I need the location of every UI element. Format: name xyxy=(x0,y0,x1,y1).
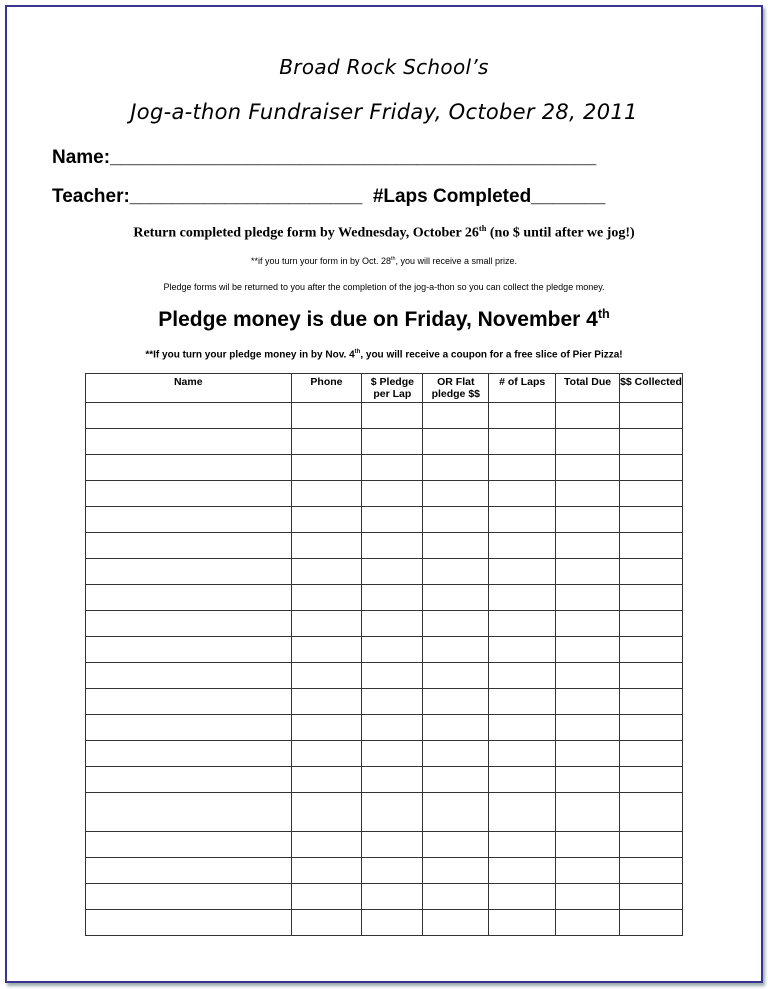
due-notice: Pledge money is due on Friday, November 4th xyxy=(158,307,610,331)
table-cell[interactable] xyxy=(86,793,292,832)
table-cell[interactable] xyxy=(86,403,292,429)
col-pledge-per-lap: $ Pledge per Lap xyxy=(362,374,423,403)
table-cell[interactable] xyxy=(423,585,489,611)
prize-notice: **if you turn your form in by Oct. 28th, you will receive a small prize. xyxy=(250,256,518,266)
table-cell[interactable] xyxy=(556,507,620,533)
table-row xyxy=(86,611,683,637)
table-cell[interactable] xyxy=(291,429,362,455)
table-cell[interactable] xyxy=(423,715,489,741)
table-cell[interactable] xyxy=(423,481,489,507)
table-cell[interactable] xyxy=(362,481,423,507)
table-cell[interactable] xyxy=(86,429,292,455)
table-cell[interactable] xyxy=(620,481,683,507)
table-header xyxy=(86,374,683,403)
table-cell[interactable] xyxy=(489,611,556,637)
table-row xyxy=(86,559,683,585)
table-cell[interactable] xyxy=(489,858,556,884)
table-row xyxy=(86,585,683,611)
table-cell[interactable] xyxy=(489,910,556,936)
table-cell[interactable] xyxy=(291,767,362,793)
table-cell[interactable] xyxy=(291,663,362,689)
table-cell[interactable] xyxy=(556,637,620,663)
col-laps: # of Laps xyxy=(489,374,556,403)
table-cell[interactable] xyxy=(489,663,556,689)
table-cell[interactable] xyxy=(489,429,556,455)
table-cell[interactable] xyxy=(423,689,489,715)
table-cell[interactable] xyxy=(423,767,489,793)
table-cell[interactable] xyxy=(556,481,620,507)
table-cell[interactable] xyxy=(86,663,292,689)
table-cell[interactable] xyxy=(291,910,362,936)
table-cell[interactable] xyxy=(556,715,620,741)
table-cell[interactable] xyxy=(620,611,683,637)
table-cell[interactable] xyxy=(362,793,423,832)
coupon-notice: **If you turn your pledge money in by Nov. 4th, you will receive a coupon for a free slice of Pier Pizza! xyxy=(145,349,623,361)
table-cell[interactable] xyxy=(291,585,362,611)
table-cell[interactable] xyxy=(489,507,556,533)
table-cell[interactable] xyxy=(423,455,489,481)
table-cell[interactable] xyxy=(291,507,362,533)
table-cell[interactable] xyxy=(489,767,556,793)
table-cell[interactable] xyxy=(291,481,362,507)
table-cell[interactable] xyxy=(86,559,292,585)
table-cell[interactable] xyxy=(362,559,423,585)
table-cell[interactable] xyxy=(86,611,292,637)
table-cell[interactable] xyxy=(86,585,292,611)
table-cell[interactable] xyxy=(291,403,362,429)
table-row xyxy=(86,832,683,858)
table-row xyxy=(86,884,683,910)
table-cell[interactable] xyxy=(291,884,362,910)
table-cell[interactable] xyxy=(620,429,683,455)
table-cell[interactable] xyxy=(620,585,683,611)
table-cell[interactable] xyxy=(556,858,620,884)
table-cell[interactable] xyxy=(423,910,489,936)
table-cell[interactable] xyxy=(362,884,423,910)
table-cell[interactable] xyxy=(291,741,362,767)
table-cell[interactable] xyxy=(291,689,362,715)
table-cell[interactable] xyxy=(86,507,292,533)
table-cell[interactable] xyxy=(556,832,620,858)
table-cell[interactable] xyxy=(291,832,362,858)
col-flat-pledge: OR Flat pledge $$ xyxy=(423,374,489,403)
table-cell[interactable] xyxy=(489,455,556,481)
table-cell[interactable] xyxy=(620,507,683,533)
table-cell[interactable] xyxy=(86,884,292,910)
table-cell[interactable] xyxy=(86,689,292,715)
table-cell[interactable] xyxy=(620,663,683,689)
table-cell[interactable] xyxy=(362,637,423,663)
table-row xyxy=(86,481,683,507)
table-row xyxy=(86,767,683,793)
table-cell[interactable] xyxy=(86,533,292,559)
table-cell[interactable] xyxy=(291,858,362,884)
col-collected: $$ Collected xyxy=(620,374,683,403)
table-cell[interactable] xyxy=(291,637,362,663)
table-cell[interactable] xyxy=(86,741,292,767)
table-cell[interactable] xyxy=(620,767,683,793)
table-row xyxy=(86,455,683,481)
table-cell[interactable] xyxy=(86,455,292,481)
table-cell[interactable] xyxy=(423,741,489,767)
table-cell[interactable] xyxy=(291,533,362,559)
table-cell[interactable] xyxy=(489,832,556,858)
table-cell[interactable] xyxy=(620,559,683,585)
table-cell[interactable] xyxy=(556,559,620,585)
return-notice: Return completed pledge form by Wednesday, October 26th (no $ until after we jog!) xyxy=(133,224,635,241)
table-cell[interactable] xyxy=(489,689,556,715)
table-row xyxy=(86,533,683,559)
table-cell[interactable] xyxy=(291,715,362,741)
table-row xyxy=(86,910,683,936)
table-cell[interactable] xyxy=(362,858,423,884)
table-cell[interactable] xyxy=(423,507,489,533)
table-cell[interactable] xyxy=(489,637,556,663)
table-cell[interactable] xyxy=(423,858,489,884)
table-cell[interactable] xyxy=(556,455,620,481)
table-cell[interactable] xyxy=(423,559,489,585)
teacher-laps-line[interactable]: Teacher:______________________ #Laps Completed_______ xyxy=(52,186,606,207)
table-cell[interactable] xyxy=(489,533,556,559)
table-cell[interactable] xyxy=(291,455,362,481)
table-row xyxy=(86,663,683,689)
table-cell[interactable] xyxy=(556,741,620,767)
school-title: Broad Rock School’s xyxy=(279,55,489,79)
table-cell[interactable] xyxy=(362,663,423,689)
col-total-due: Total Due xyxy=(556,374,620,403)
table-cell[interactable] xyxy=(556,429,620,455)
table-cell[interactable] xyxy=(489,481,556,507)
table-cell[interactable] xyxy=(620,455,683,481)
event-title: Jog-a-thon Fundraiser Friday, October 28, 2011 xyxy=(130,100,638,124)
table-row xyxy=(86,741,683,767)
table-cell[interactable] xyxy=(86,637,292,663)
table-cell[interactable] xyxy=(489,403,556,429)
table-cell[interactable] xyxy=(556,585,620,611)
table-cell[interactable] xyxy=(620,533,683,559)
table-row xyxy=(86,858,683,884)
table-cell[interactable] xyxy=(86,715,292,741)
table-cell[interactable] xyxy=(86,910,292,936)
table-cell[interactable] xyxy=(620,884,683,910)
table-cell[interactable] xyxy=(362,403,423,429)
table-cell[interactable] xyxy=(423,533,489,559)
table-cell[interactable] xyxy=(423,832,489,858)
table-row xyxy=(86,715,683,741)
table-cell[interactable] xyxy=(291,793,362,832)
table-cell[interactable] xyxy=(556,767,620,793)
table-cell[interactable] xyxy=(362,767,423,793)
table-cell[interactable] xyxy=(362,533,423,559)
table-row xyxy=(86,637,683,663)
table-cell[interactable] xyxy=(86,767,292,793)
table-cell[interactable] xyxy=(489,715,556,741)
return-info: Pledge forms wil be returned to you after the completion of the jog-a-thon so you can collect the pledge money. xyxy=(163,282,605,292)
pledge-table xyxy=(85,373,683,936)
table-row xyxy=(86,429,683,455)
table-cell[interactable] xyxy=(556,533,620,559)
table-cell[interactable] xyxy=(556,793,620,832)
table-cell[interactable] xyxy=(489,559,556,585)
table-cell[interactable] xyxy=(362,429,423,455)
col-phone: Phone xyxy=(291,374,362,403)
table-row xyxy=(86,793,683,832)
table-cell[interactable] xyxy=(423,429,489,455)
table-cell[interactable] xyxy=(556,663,620,689)
table-cell[interactable] xyxy=(489,884,556,910)
table-cell[interactable] xyxy=(362,585,423,611)
table-cell[interactable] xyxy=(362,741,423,767)
table-cell[interactable] xyxy=(620,910,683,936)
table-cell[interactable] xyxy=(620,637,683,663)
table-cell[interactable] xyxy=(620,858,683,884)
table-cell[interactable] xyxy=(362,715,423,741)
table-cell[interactable] xyxy=(423,637,489,663)
table-cell[interactable] xyxy=(489,741,556,767)
table-cell[interactable] xyxy=(620,403,683,429)
table-cell[interactable] xyxy=(291,611,362,637)
table-row xyxy=(86,403,683,429)
table-cell[interactable] xyxy=(423,403,489,429)
table-cell[interactable] xyxy=(556,884,620,910)
table-cell[interactable] xyxy=(362,507,423,533)
table-cell[interactable] xyxy=(423,884,489,910)
table-row xyxy=(86,689,683,715)
table-cell[interactable] xyxy=(362,689,423,715)
table-cell[interactable] xyxy=(423,611,489,637)
table-cell[interactable] xyxy=(620,793,683,832)
table-cell[interactable] xyxy=(556,403,620,429)
table-cell[interactable] xyxy=(86,481,292,507)
table-cell[interactable] xyxy=(86,832,292,858)
table-cell[interactable] xyxy=(620,832,683,858)
table-cell[interactable] xyxy=(620,741,683,767)
table-row xyxy=(86,507,683,533)
col-name: Name xyxy=(86,374,292,403)
table-cell[interactable] xyxy=(362,910,423,936)
table-cell[interactable] xyxy=(620,689,683,715)
table-cell[interactable] xyxy=(362,455,423,481)
table-cell[interactable] xyxy=(86,858,292,884)
table-cell[interactable] xyxy=(556,611,620,637)
table-cell[interactable] xyxy=(362,832,423,858)
table-cell[interactable] xyxy=(489,585,556,611)
table-cell[interactable] xyxy=(489,793,556,832)
table-cell[interactable] xyxy=(423,663,489,689)
table-cell[interactable] xyxy=(556,910,620,936)
table-cell[interactable] xyxy=(291,559,362,585)
table-cell[interactable] xyxy=(423,793,489,832)
table-cell[interactable] xyxy=(620,715,683,741)
table-cell[interactable] xyxy=(362,611,423,637)
table-cell[interactable] xyxy=(556,689,620,715)
name-line[interactable]: Name:______________________________________________ xyxy=(52,147,597,168)
